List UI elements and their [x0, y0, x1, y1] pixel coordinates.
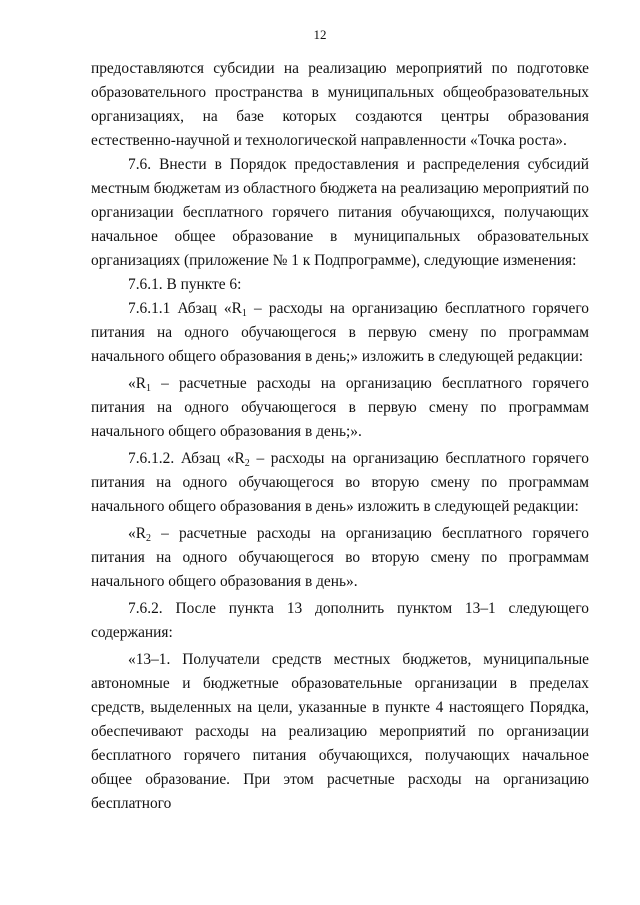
paragraph-continuation: [91, 57, 589, 153]
paragraph-text: «R: [128, 525, 146, 542]
paragraph-item-7-6-1-1: [91, 297, 589, 369]
paragraph-item-7-6: [91, 153, 589, 273]
paragraph-item-7-6-1: [91, 273, 589, 297]
subscript-index: 2: [244, 458, 250, 469]
paragraph-text: предоставляются субсидии на реализацию мероприятий по подготовке образовательного пространства в муниципальных общеобразовательных организациях, на базе которых создаются центры образования естественно-научной и технологической направленности «Точка роста».: [91, 60, 589, 149]
paragraph-text: – расчетные расходы на организацию бесплатного горячего питания на одного обучающегося во вторую смену по программам начального общего образования в день».: [91, 525, 589, 590]
paragraph-text: «R: [128, 375, 146, 392]
paragraph-text: 7.6.1. В пункте 6:: [128, 276, 242, 293]
paragraph-text: 7.6.1.2. Абзац «R: [128, 450, 245, 467]
document-body: [91, 57, 589, 816]
subscript-index: 1: [145, 383, 151, 394]
paragraph-text: – расчетные расходы на организацию бесплатного горячего питания на одного обучающегося в первую смену по программам начального общего образования в день;».: [91, 375, 589, 440]
subscript-index: 1: [241, 308, 247, 319]
paragraph-text: «13–1. Получатели средств местных бюджетов, муниципальные автономные и бюджетные образовательные организации в пределах средств, выделенных на цели, указанные в пункте 4 настоящего Порядка, обеспечивают расходы на реализацию мероприятий по организации бесплатного горячего питания обучающихся, получающих начальное общее образование. При этом расчетные расходы на организацию бесплатного: [91, 651, 589, 812]
paragraph-text: – расходы на организацию бесплатного горячего питания на одного обучающегося в первую смену по программам начального общего образования в день;» изложить в следующей редакции:: [91, 300, 589, 365]
paragraph-quote-r2: [91, 522, 589, 594]
paragraph-text: 7.6.1.1 Абзац «R: [128, 300, 242, 317]
page-number: 12: [313, 27, 327, 42]
paragraph-text: 7.6.2. После пункта 13 дополнить пунктом 13–1 следующего содержания:: [91, 600, 589, 641]
paragraph-quote-13-1: [91, 648, 589, 816]
paragraph-item-7-6-1-2: [91, 447, 589, 519]
paragraph-item-7-6-2: [91, 597, 589, 645]
paragraph-quote-r1: [91, 372, 589, 444]
subscript-index: 2: [145, 533, 151, 544]
paragraph-text: 7.6. Внести в Порядок предоставления и распределения субсидий местным бюджетам из областного бюджета на реализацию мероприятий по организации бесплатного горячего питания обучающихся, получающих начальное общее образование в муниципальных образовательных организациях (приложение № 1 к Подпрограмме), следующие изменения:: [91, 156, 589, 269]
paragraph-text: – расходы на организацию бесплатного горячего питания на одного обучающегося во вторую смену по программам начального общего образования в день» изложить в следующей редакции:: [91, 450, 590, 515]
